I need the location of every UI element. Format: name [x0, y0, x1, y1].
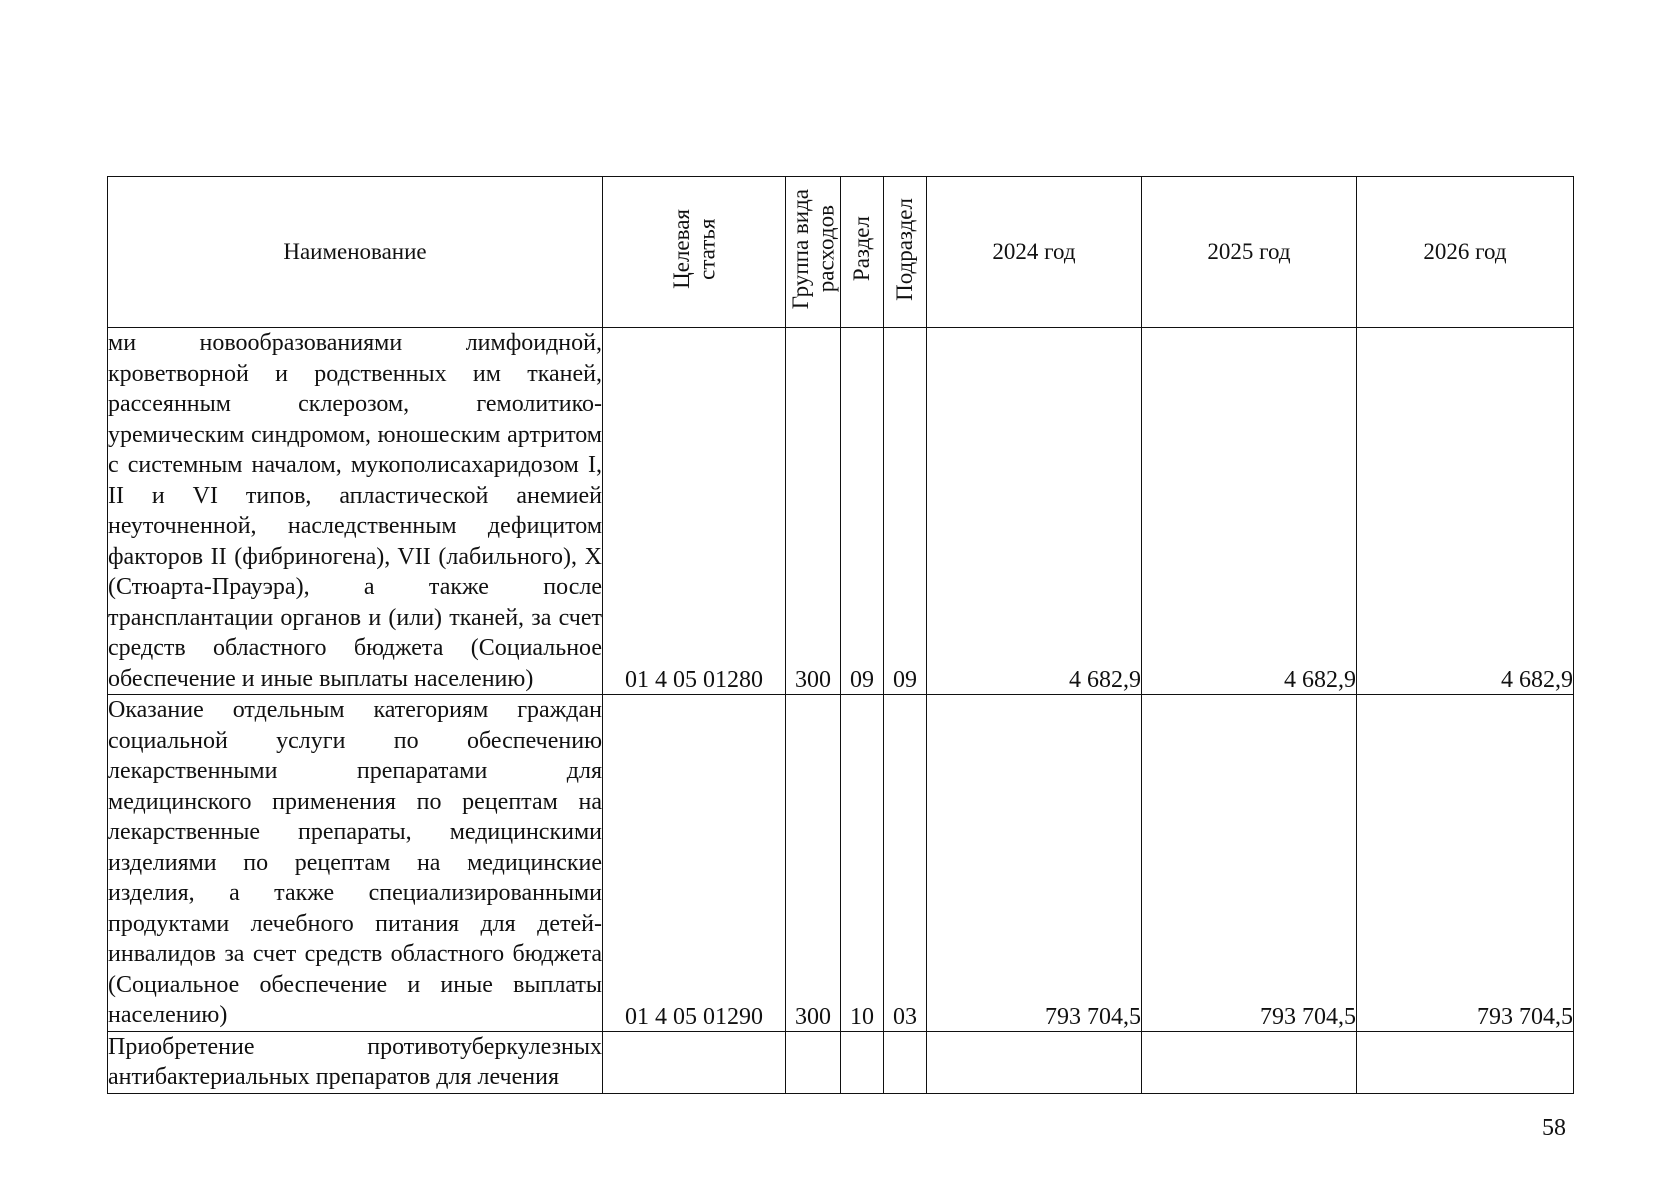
row-expense-group: 300	[786, 328, 841, 695]
row-expense-group	[786, 1031, 841, 1093]
row-amount-2026	[1357, 1031, 1574, 1093]
row-subsection	[884, 1031, 927, 1093]
row-amount-2025: 4 682,9	[1142, 328, 1357, 695]
row-subsection: 09	[884, 328, 927, 695]
table-row	[108, 1031, 1574, 1093]
row-section	[841, 1031, 884, 1093]
row-amount-2025: 793 704,5	[1142, 695, 1357, 1032]
header-target-article: Целевая статья	[603, 177, 786, 328]
row-name: ми новообразованиями лимфоидной, кроветворной и родственных им тканей, рассеянным склерозом, гемолитико-уремическим синдромом, юношеским артритом с системным началом, мукополисахаридозом I, II и VI типов, апластической анемией неуточненной, наследственным дефицитом факторов II (фибриногена), VII (лабильного), X (Стюарта-Прауэра), а также после трансплантации органов и (или) тканей, за счет средств областного бюджета (Социальное обеспечение и иные выплаты населению)	[108, 328, 603, 695]
row-amount-2024	[927, 1031, 1142, 1093]
header-year-2026: 2026 год	[1357, 177, 1574, 328]
row-expense-group: 300	[786, 695, 841, 1032]
row-amount-2025	[1142, 1031, 1357, 1093]
header-year-2025: 2025 год	[1142, 177, 1357, 328]
header-expense-group: Группа вида расходов	[786, 177, 841, 328]
row-amount-2024: 4 682,9	[927, 328, 1142, 695]
row-target-article: 01 4 05 01290	[603, 695, 786, 1032]
budget-table	[107, 176, 1574, 1094]
row-target-article: 01 4 05 01280	[603, 328, 786, 695]
table-body	[108, 328, 1574, 1094]
page-number: 58	[1542, 1115, 1566, 1141]
row-amount-2026: 793 704,5	[1357, 695, 1574, 1032]
header-section: Раздел	[841, 177, 884, 328]
row-amount-2026: 4 682,9	[1357, 328, 1574, 695]
row-target-article	[603, 1031, 786, 1093]
header-year-2024: 2024 год	[927, 177, 1142, 328]
row-section: 09	[841, 328, 884, 695]
table-row	[108, 328, 1574, 695]
header-subsection: Подраздел	[884, 177, 927, 328]
header-name: Наименование	[108, 177, 603, 328]
row-section: 10	[841, 695, 884, 1032]
row-name: Оказание отдельным категориям граждан социальной услуги по обеспечению лекарственными препаратами для медицинского применения по рецептам на лекарственные препараты, медицинскими изделиями по рецептам на медицинские изделия, а также специализированными продуктами лечебного питания для детей-инвалидов за счет средств областного бюджета (Социальное обеспечение и иные выплаты населению)	[108, 695, 603, 1032]
table-row	[108, 695, 1574, 1032]
row-name: Приобретение противотуберкулезных антибактериальных препаратов для лечения	[108, 1031, 603, 1093]
row-amount-2024: 793 704,5	[927, 695, 1142, 1032]
row-subsection: 03	[884, 695, 927, 1032]
table-header	[108, 177, 1574, 328]
